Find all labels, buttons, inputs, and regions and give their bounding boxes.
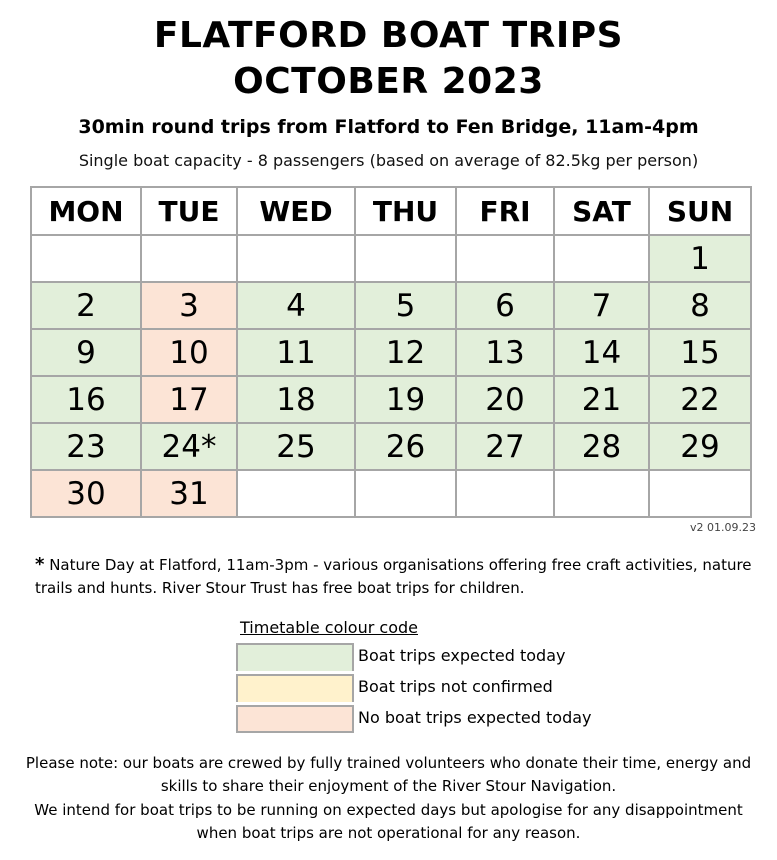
calendar-header-row bbox=[31, 187, 751, 235]
calendar-day-cell: 26 bbox=[355, 423, 456, 470]
calendar-day-cell: 5 bbox=[355, 282, 456, 329]
calendar-week-row bbox=[31, 470, 751, 517]
calendar-empty-cell bbox=[237, 470, 355, 517]
calendar-day-cell: 12 bbox=[355, 329, 456, 376]
calendar-day-cell: 11 bbox=[237, 329, 355, 376]
calendar-day-cell: 4 bbox=[237, 282, 355, 329]
calendar-day-cell: 23 bbox=[31, 423, 141, 470]
subtitle: 30min round trips from Flatford to Fen Bridge, 11am-4pm bbox=[78, 116, 699, 138]
day-header-wed: WED bbox=[237, 187, 355, 235]
calendar-week-row bbox=[31, 282, 751, 329]
calendar-empty-cell bbox=[649, 470, 751, 517]
calendar-day-cell: 17 bbox=[141, 376, 237, 423]
legend-title: Timetable colour code bbox=[240, 618, 418, 637]
day-header-tue: TUE bbox=[141, 187, 237, 235]
calendar-day-cell: 20 bbox=[456, 376, 554, 423]
calendar-day-cell: 7 bbox=[554, 282, 649, 329]
calendar-empty-cell bbox=[355, 235, 456, 282]
day-header-sun: SUN bbox=[649, 187, 751, 235]
calendar-day-cell: 14 bbox=[554, 329, 649, 376]
calendar-day-cell: 10 bbox=[141, 329, 237, 376]
page-title-line-2: OCTOBER 2023 bbox=[233, 61, 544, 102]
legend-label-no-trips: No boat trips expected today bbox=[358, 708, 592, 727]
calendar-day-cell: 30 bbox=[31, 470, 141, 517]
legend-swatch-no-trips bbox=[236, 705, 354, 733]
day-header-sat: SAT bbox=[554, 187, 649, 235]
calendar-day-cell: 2 bbox=[31, 282, 141, 329]
day-header-mon: MON bbox=[31, 187, 141, 235]
calendar-day-cell: 31 bbox=[141, 470, 237, 517]
calendar-day-cell: 18 bbox=[237, 376, 355, 423]
calendar-day-cell: 21 bbox=[554, 376, 649, 423]
calendar-day-cell: 22 bbox=[649, 376, 751, 423]
calendar-day-cell: 27 bbox=[456, 423, 554, 470]
calendar-empty-cell bbox=[554, 235, 649, 282]
calendar-week-row bbox=[31, 423, 751, 470]
calendar-week-row bbox=[31, 329, 751, 376]
calendar-day-cell: 1 bbox=[649, 235, 751, 282]
calendar-day-cell: 24* bbox=[141, 423, 237, 470]
nature-day-note bbox=[35, 553, 755, 600]
legend-item-expected bbox=[236, 643, 636, 673]
version-label: v2 01.09.23 bbox=[690, 521, 756, 534]
calendar-week-row bbox=[31, 376, 751, 423]
day-header-thu: THU bbox=[355, 187, 456, 235]
calendar-day-cell: 13 bbox=[456, 329, 554, 376]
legend-swatch-not-confirmed bbox=[236, 674, 354, 702]
calendar-day-cell: 9 bbox=[31, 329, 141, 376]
calendar-day-cell: 15 bbox=[649, 329, 751, 376]
legend-label-not-confirmed: Boat trips not confirmed bbox=[358, 677, 553, 696]
calendar-day-cell: 25 bbox=[237, 423, 355, 470]
calendar-empty-cell bbox=[237, 235, 355, 282]
legend-label-expected: Boat trips expected today bbox=[358, 646, 566, 665]
asterisk-marker: * bbox=[35, 554, 45, 575]
calendar-day-cell: 8 bbox=[649, 282, 751, 329]
calendar-day-cell: 16 bbox=[31, 376, 141, 423]
apology-note: We intend for boat trips to be running on expected days but apologise for any disappointment when boat trips are not operational for any reason. bbox=[34, 801, 743, 842]
calendar-day-cell: 29 bbox=[649, 423, 751, 470]
capacity-note: Single boat capacity - 8 passengers (based on average of 82.5kg per person) bbox=[78, 151, 699, 170]
calendar-week-row bbox=[31, 235, 751, 282]
calendar-empty-cell bbox=[141, 235, 237, 282]
calendar-empty-cell bbox=[554, 470, 649, 517]
calendar-day-cell: 3 bbox=[141, 282, 237, 329]
volunteer-note: Please note: our boats are crewed by fully trained volunteers who donate their time, energy and skills to share their enjoyment of the River Stour Navigation. bbox=[25, 754, 752, 795]
calendar-empty-cell bbox=[456, 470, 554, 517]
legend-item-not-confirmed bbox=[236, 674, 636, 704]
calendar-day-cell: 19 bbox=[355, 376, 456, 423]
day-header-fri: FRI bbox=[456, 187, 554, 235]
legend-swatch-expected bbox=[236, 643, 354, 671]
nature-day-text: Nature Day at Flatford, 11am-3pm - various organisations offering free craft activities, nature trails and hunts. River Stour Trust has free boat trips for children. bbox=[35, 556, 752, 597]
legend-item-no-trips bbox=[236, 705, 636, 735]
calendar-empty-cell bbox=[31, 235, 141, 282]
calendar-day-cell: 6 bbox=[456, 282, 554, 329]
calendar-empty-cell bbox=[456, 235, 554, 282]
page-title-line-1: FLATFORD BOAT TRIPS bbox=[153, 15, 624, 56]
calendar-day-cell: 28 bbox=[554, 423, 649, 470]
calendar-table bbox=[30, 186, 752, 518]
calendar-empty-cell bbox=[355, 470, 456, 517]
